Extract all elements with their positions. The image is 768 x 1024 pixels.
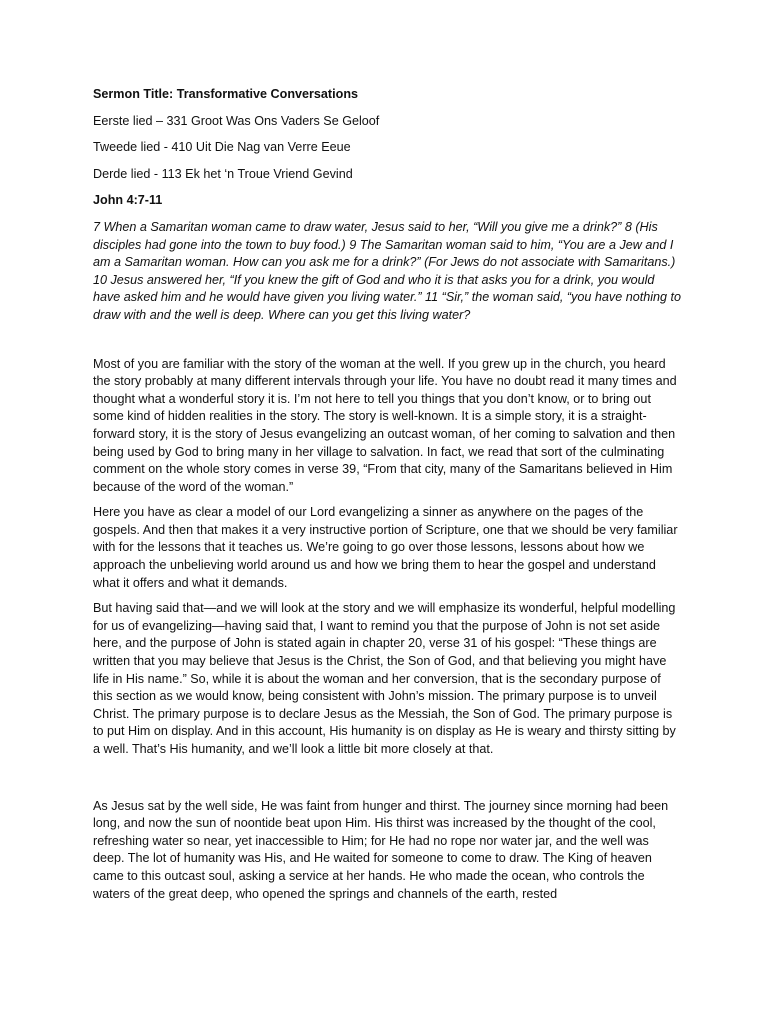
hymn-third: Derde lied - 113 Ek het ‘n Troue Vriend Gevind bbox=[93, 166, 353, 181]
sermon-title: Sermon Title: Transformative Conversations bbox=[93, 87, 359, 101]
hymn-first: Eerste lied – 331 Groot Was Ons Vaders Se Geloof bbox=[93, 113, 380, 128]
document-page bbox=[93, 86, 683, 911]
body-paragraph-3: But having said that—and we will look at the story and we will emphasize its wonderful, helpful modelling for us of evangelizing—having said that, I want to remind you that the purpose of John is not set aside here, and the purpose of John is stated again in chapter 20, verse 31 of his gospel: “These things are written that you may believe that Jesus is the Christ, the Son of God, and that believing you might have life in His name.” So, while it is about the woman and her conversion, that is the secondary purpose of this section as we would know, being consistent with John’s mission. The primary purpose is to unveil Christ. The primary purpose is to declare Jesus as the Messiah, the Son of God. The primary purpose is to put Him on display. And in this account, His humanity is on display as He is weary and thirsty sitting by a well. That’s His humanity, and we’ll look a little bit more closely at that. bbox=[93, 601, 676, 756]
spacer bbox=[93, 767, 683, 798]
body-paragraph-4: As Jesus sat by the well side, He was faint from hunger and thirst. The journey since morning had been long, and now the sun of noontide beat upon Him. His thirst was increased by the thought of the cool, refreshing water so near, yet inaccessible to Him; for He had no rope nor water jar, and the well was deep. The lot of humanity was His, and He waited for someone to come to draw. The King of heaven came to this outcast soul, asking a service at her hands. He who made the ocean, who controls the waters of the great deep, who opened the springs and channels of the earth, rested bbox=[93, 798, 669, 901]
body-paragraph-2: Here you have as clear a model of our Lord evangelizing a sinner as anywhere on the pages of the gospels. And then that makes it a very instructive portion of Scripture, one that we should be very familiar with for the lessons that it teaches us. We’re going to go over those lessons, lessons about how we approach the unbelieving world around us and how we bring them to hear the gospel and understand what it offers and what it demands. bbox=[93, 505, 678, 590]
scripture-passage: 7 When a Samaritan woman came to draw water, Jesus said to her, “Will you give me a drink?” 8 (His disciples had gone into the town to buy food.) 9 The Samaritan woman said to him, “You are a Jew and I am a Samaritan woman. How can you ask me for a drink?” (For Jews do not associate with Samaritans.) 10 Jesus answered her, “If you knew the gift of God and who it is that asks you for a drink, you would have asked him and he would have given you living water.” 11 “Sir,” the woman said, “you have nothing to draw with and the well is deep. Where can you get this living water? bbox=[93, 219, 682, 322]
body-paragraph-1: Most of you are familiar with the story of the woman at the well. If you grew up in the church, you heard the story probably at many different intervals through your life. You have no doubt read it many times and thought what a wonderful story it is. I’m not here to tell you things that you don’t know, or to bring out some kind of hidden realities in the story. The story is well-known. It is a simple story, it is a straight-forward story, it is the story of Jesus evangelizing an outcast woman, of her coming to salvation and then being used by God to bring many in her village to salvation. In fact, we read that sort of the culminating comment on the whole story comes in verse 39, “From that city, many of the Samaritans believed in Him because of the word of the woman.” bbox=[93, 356, 677, 494]
hymn-second: Tweede lied - 410 Uit Die Nag van Verre Eeue bbox=[93, 140, 351, 155]
spacer bbox=[93, 325, 683, 356]
scripture-reference: John 4:7-11 bbox=[93, 193, 163, 208]
